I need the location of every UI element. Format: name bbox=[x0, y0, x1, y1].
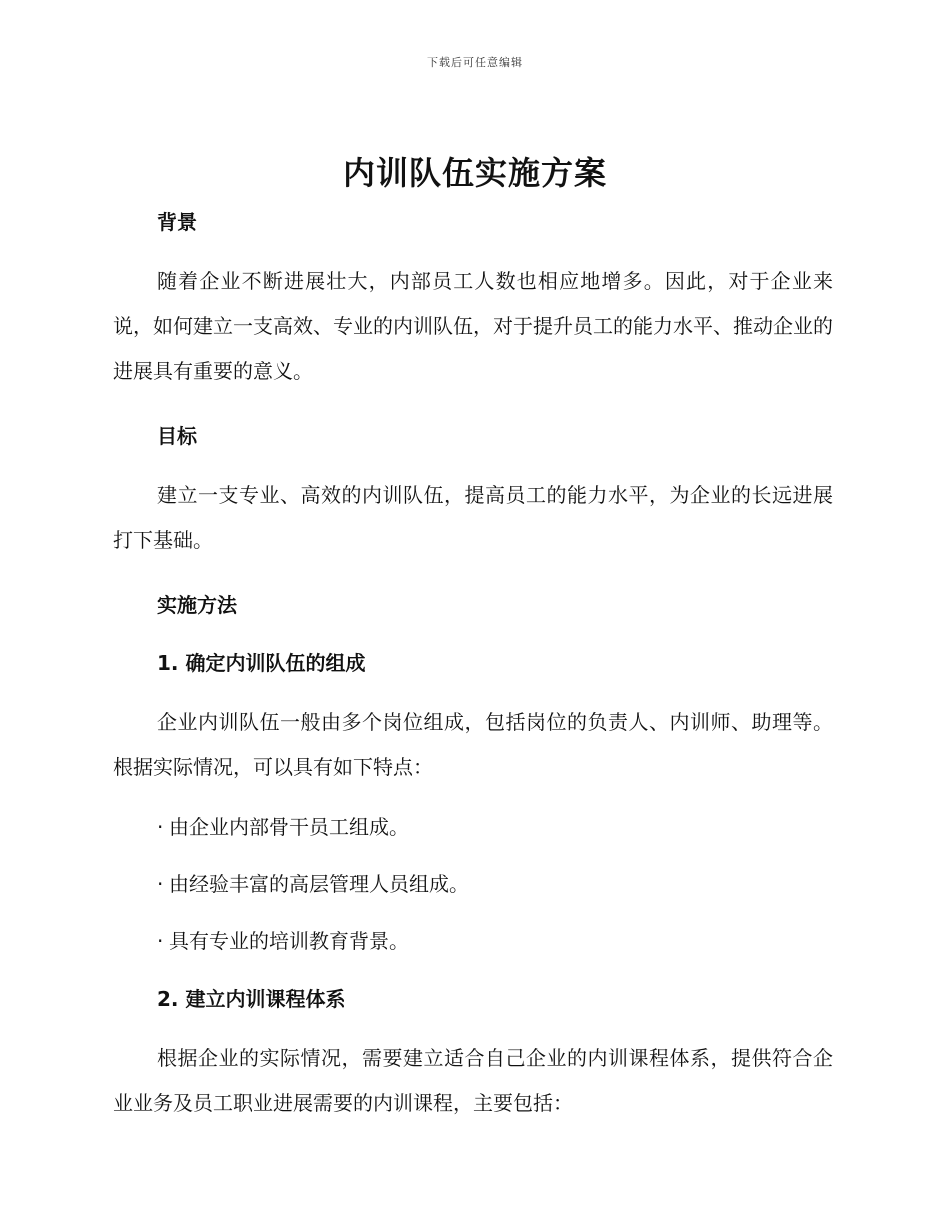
background-paragraph: 随着企业不断进展壮大，内部员工人数也相应地增多。因此，对于企业来说，如何建立一支高效、专业的内训队伍，对于提升员工的能力水平、推动企业的进展具有重要的意义。 bbox=[113, 269, 833, 383]
list-item bbox=[113, 864, 833, 904]
step1-paragraph: 企业内训队伍一般由多个岗位组成，包括岗位的负责人、内训师、助理等。根据实际情况，可以具有如下特点： bbox=[113, 710, 833, 779]
list-item-text: 具有专业的培训教育背景。 bbox=[169, 929, 409, 953]
step1-heading: 1. 确定内训队伍的组成 bbox=[157, 651, 366, 675]
bullet-marker: · bbox=[157, 929, 164, 953]
document-body bbox=[113, 202, 833, 1126]
step2-paragraph: 根据企业的实际情况，需要建立适合自己企业的内训课程体系，提供符合企业业务及员工职业进展需要的内训课程，主要包括： bbox=[113, 1046, 833, 1115]
list-item-text: 由经验丰富的高层管理人员组成。 bbox=[169, 872, 469, 896]
document-title: 内训队伍实施方案 bbox=[342, 154, 607, 192]
goal-heading: 目标 bbox=[157, 424, 197, 448]
list-item bbox=[113, 807, 833, 847]
bullet-marker: · bbox=[157, 872, 164, 896]
page-header-note: 下载后可任意编辑 bbox=[427, 56, 523, 69]
list-item bbox=[113, 921, 833, 961]
step2-heading: 2. 建立内训课程体系 bbox=[157, 987, 346, 1011]
list-item-text: 由企业内部骨干员工组成。 bbox=[169, 815, 409, 839]
goal-paragraph: 建立一支专业、高效的内训队伍，提高员工的能力水平，为企业的长远进展打下基础。 bbox=[113, 483, 833, 552]
method-heading: 实施方法 bbox=[157, 593, 237, 617]
bullet-marker: · bbox=[157, 815, 164, 839]
background-heading: 背景 bbox=[157, 210, 197, 234]
